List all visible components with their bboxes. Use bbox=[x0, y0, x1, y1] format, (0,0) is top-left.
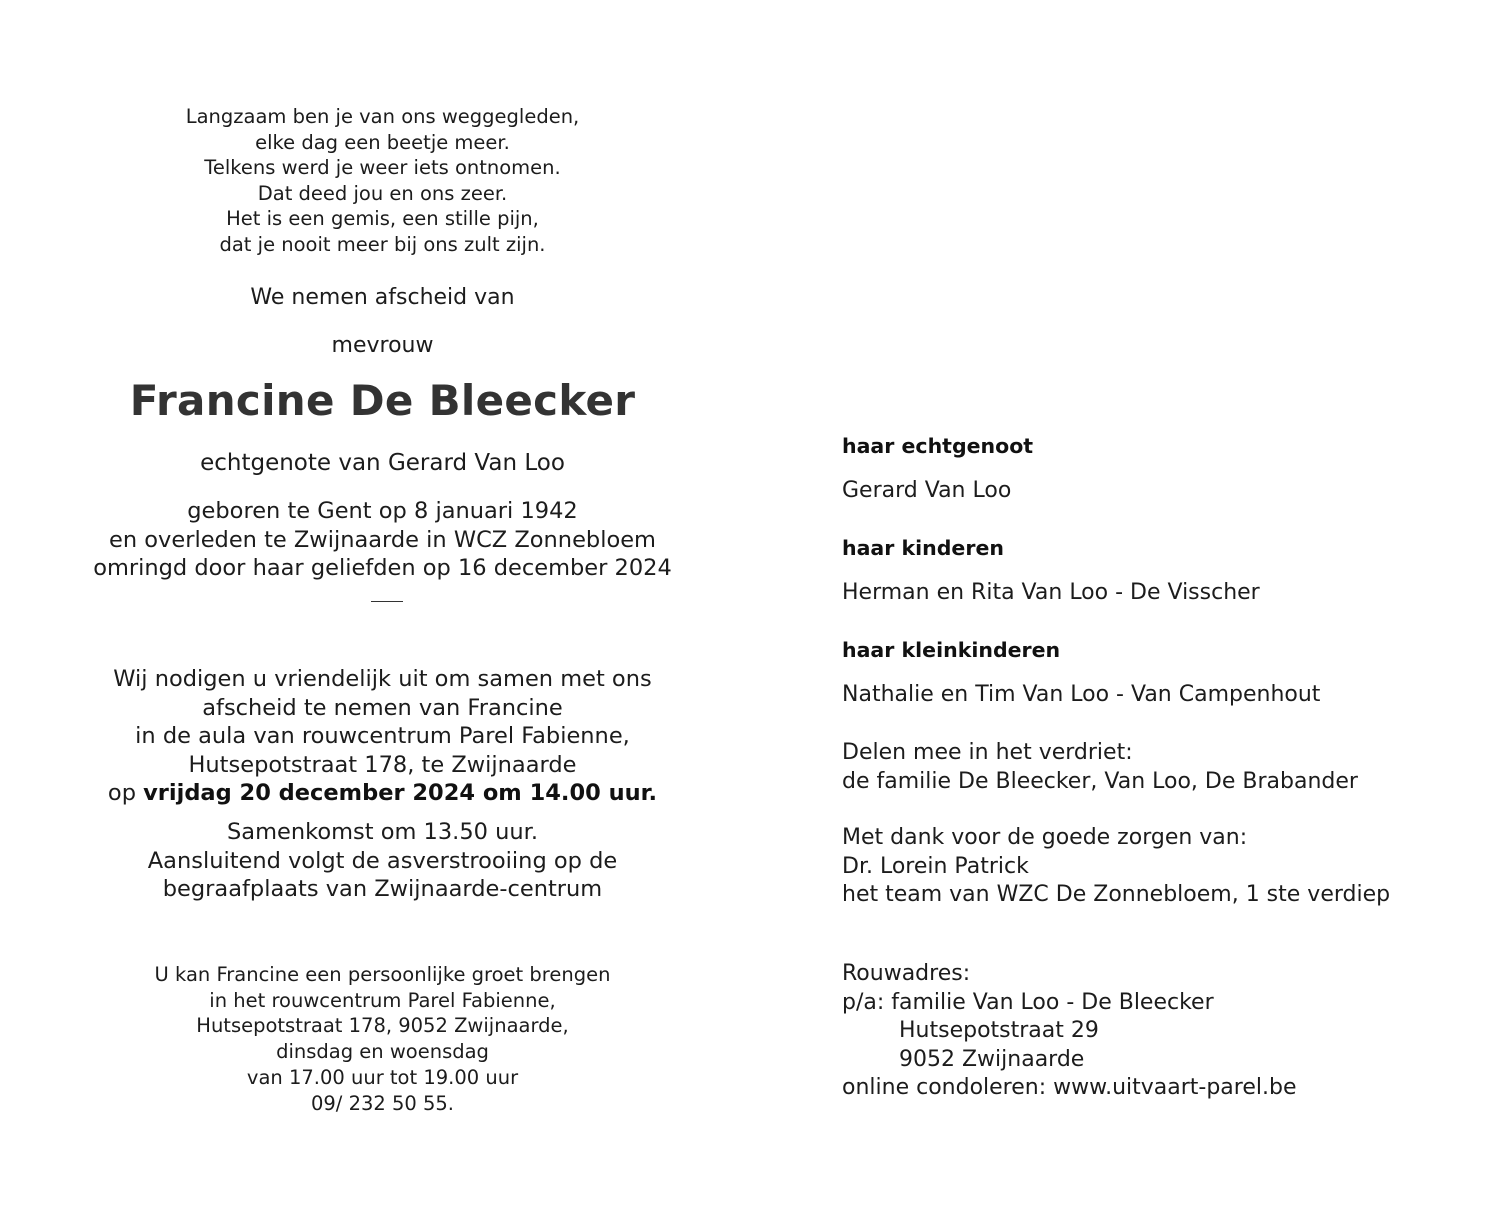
thanks-team: het team van WZC De Zonnebloem, 1 ste verdiep bbox=[842, 882, 1391, 907]
poem-line: Langzaam ben je van ons weggegleden, bbox=[185, 105, 580, 128]
grandchildren-heading: haar kleinkinderen bbox=[842, 638, 1061, 662]
deceased-name: Francine De Bleecker bbox=[129, 376, 636, 425]
sorrow-section bbox=[842, 739, 1358, 796]
children-names: Herman en Rita Van Loo - De Visscher bbox=[842, 580, 1260, 605]
gathering-line: Aansluitend volgt de asverstrooiing op de bbox=[147, 847, 618, 874]
address-street: Hutsepotstraat 29 bbox=[899, 1018, 1099, 1043]
address-label: Rouwadres: bbox=[842, 961, 971, 986]
visitation-line: Hutsepotstraat 178, 9052 Zwijnaarde, bbox=[196, 1014, 569, 1038]
online-condolence: online condoleren: www.uitvaart-parel.be bbox=[842, 1075, 1297, 1100]
section-divider bbox=[371, 601, 403, 602]
invitation-line: Hutsepotstraat 178, te Zwijnaarde bbox=[188, 751, 577, 778]
poem-line: Telkens werd je weer iets ontnomen. bbox=[204, 156, 561, 179]
mourning-address-section bbox=[842, 960, 1297, 1103]
gathering-line: Samenkomst om 13.50 uur. bbox=[227, 819, 538, 845]
gathering-details bbox=[0, 818, 765, 904]
ceremony-invitation bbox=[0, 665, 765, 808]
grandchildren-names: Nathalie en Tim Van Loo - Van Campenhout bbox=[842, 682, 1321, 707]
children-heading: haar kinderen bbox=[842, 536, 1004, 560]
visitation-line: dinsdag en woensdag bbox=[276, 1040, 489, 1064]
spouse-name: Gerard Van Loo bbox=[842, 478, 1012, 503]
date-line: en overleden te Zwijnaarde in WCZ Zonnebloem bbox=[109, 526, 656, 553]
address-recipient: p/a: familie Van Loo - De Bleecker bbox=[842, 989, 1214, 1015]
date-line: geboren te Gent op 8 januari 1942 bbox=[187, 498, 578, 524]
poem-line: dat je nooit meer bij ons zult zijn. bbox=[219, 232, 546, 256]
spouse-line: echtgenote van Gerard Van Loo bbox=[200, 450, 565, 476]
farewell-intro: We nemen afscheid van bbox=[250, 285, 515, 310]
invitation-line: in de aula van rouwcentrum Parel Fabienne, bbox=[135, 723, 630, 749]
date-line: omringd door haar geliefden op 16 december 2024 bbox=[93, 555, 672, 581]
ceremony-date: vrijdag 20 december 2024 om 14.00 uur. bbox=[143, 780, 658, 806]
spouse-heading: haar echtgenoot bbox=[842, 434, 1034, 458]
invitation-line: afscheid te nemen van Francine bbox=[202, 694, 563, 721]
poem-line: elke dag een beetje meer. bbox=[255, 130, 510, 154]
visitation-line: U kan Francine een persoonlijke groet brengen bbox=[154, 963, 611, 986]
visitation-line: in het rouwcentrum Parel Fabienne, bbox=[209, 988, 556, 1012]
birth-death-details bbox=[0, 497, 765, 583]
invitation-line: Wij nodigen u vriendelijk uit om samen met ons bbox=[113, 666, 652, 692]
thanks-label: Met dank voor de goede zorgen van: bbox=[842, 825, 1248, 850]
poem-line: Dat deed jou en ons zeer. bbox=[257, 181, 508, 205]
visitation-phone: 09/ 232 50 55. bbox=[310, 1091, 455, 1115]
sorrow-families: de familie De Bleecker, Van Loo, De Brabander bbox=[842, 768, 1358, 794]
sorrow-label: Delen mee in het verdriet: bbox=[842, 740, 1133, 765]
thanks-doctor: Dr. Lorein Patrick bbox=[842, 853, 1029, 879]
honorific: mevrouw bbox=[331, 333, 434, 358]
ceremony-date-line bbox=[0, 779, 765, 808]
visitation-details bbox=[0, 962, 765, 1116]
memorial-poem bbox=[0, 104, 765, 257]
gathering-line: begraafplaats van Zwijnaarde-centrum bbox=[162, 876, 603, 902]
address-city: 9052 Zwijnaarde bbox=[899, 1046, 1085, 1072]
visitation-line: van 17.00 uur tot 19.00 uur bbox=[246, 1065, 519, 1089]
thanks-section bbox=[842, 824, 1390, 910]
ceremony-date-prefix: op bbox=[107, 780, 144, 806]
poem-line: Het is een gemis, een stille pijn, bbox=[226, 207, 539, 230]
